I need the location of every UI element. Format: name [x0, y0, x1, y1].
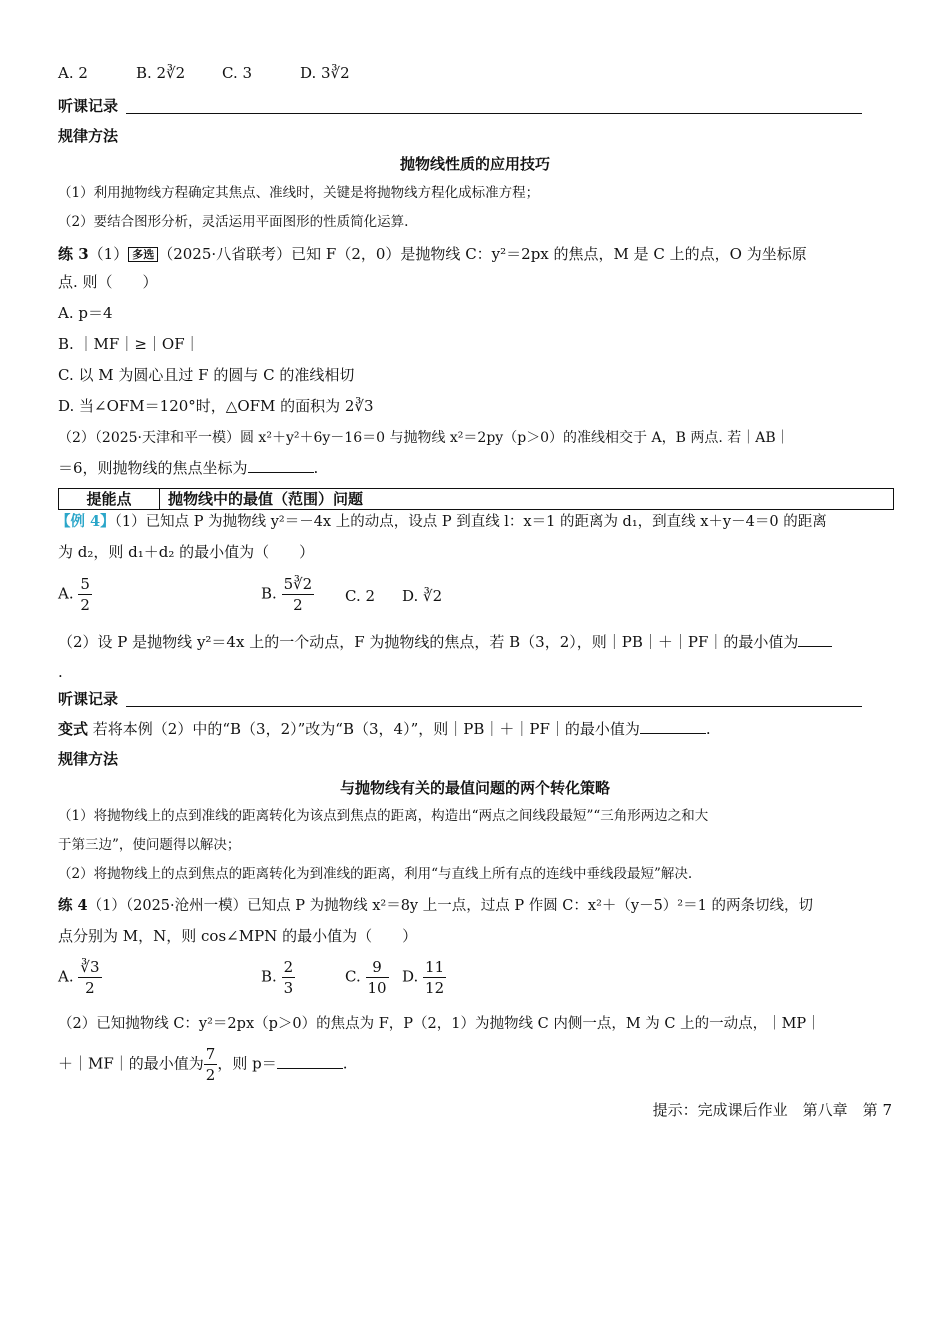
- method-point-1: （1）将抛物线上的点到准线的距离转化为该点到焦点的距离，构造出“两点之间线段最短”“三角形两边之和大: [58, 808, 709, 824]
- listen-record-label: 听课记录: [58, 97, 119, 115]
- part-label: （1）: [88, 245, 129, 263]
- question-text: （2）设 P 是抛物线 y²＝4x 上的一个动点，F 为抛物线的焦点，若 B（3，2），则｜PB｜＋｜PF｜的最小值为: [58, 633, 799, 651]
- denominator: 2: [85, 979, 95, 997]
- practice-label: 练 4: [58, 897, 88, 914]
- practice-4-part-2-line-2: [58, 1044, 347, 1085]
- question-text: ＋｜MF｜的最小值为: [58, 1054, 204, 1073]
- option-c: C. 3: [222, 64, 253, 82]
- example-4-option-c: C. 2: [345, 587, 376, 605]
- option-label: A.: [58, 967, 74, 986]
- example-4-line-1: [56, 512, 827, 532]
- practice-3-option-c: C. 以 M 为圆心且过 F 的圆与 C 的准线相切: [58, 366, 355, 384]
- period: .: [342, 1054, 348, 1073]
- fraction: [366, 957, 389, 998]
- practice-3-part-2-line-2: [58, 458, 318, 478]
- answer-blank[interactable]: [640, 719, 706, 734]
- example-4-line-2: 为 d₂，则 d₁＋d₂ 的最小值为（ ）: [58, 543, 315, 561]
- fraction: [282, 957, 296, 998]
- question-text: （2025·八省联考）已知 F（2，0）是抛物线 C：y²＝2px 的焦点，M 是 C 上的点，O 为坐标原: [158, 245, 807, 263]
- practice-4-line-2: 点分别为 M，N，则 cos∠MPN 的最小值为（ ）: [58, 927, 418, 945]
- question-text: ，则 p＝: [217, 1054, 277, 1073]
- option-label: C.: [345, 967, 361, 986]
- fraction: [78, 957, 101, 998]
- answer-blank[interactable]: [798, 632, 832, 647]
- listen-record-line[interactable]: [126, 706, 862, 707]
- denominator: 12: [425, 979, 445, 997]
- period: .: [313, 459, 319, 477]
- denominator: 10: [367, 979, 387, 997]
- listen-record-line[interactable]: [126, 113, 862, 114]
- practice-4-option-a: [58, 957, 102, 998]
- numerator: 5∛2: [283, 575, 313, 593]
- option-label: A.: [58, 584, 74, 603]
- practice-3-option-a: A. p＝4: [58, 304, 113, 322]
- variant-text: 若将本例（2）中的“B（3，2）”改为“B（3，4）”，则｜PB｜＋｜PF｜的最小值为: [92, 720, 640, 738]
- question-text: （1）已知点 P 为抛物线 y²＝－4x 上的动点，设点 P 到直线 l：x＝1 的距离为 d₁，到直线 x＋y－4＝0 的距离: [114, 514, 827, 530]
- denominator: 2: [205, 1066, 216, 1084]
- method-title: 抛物线性质的应用技巧: [399, 155, 550, 173]
- fraction: [204, 1044, 218, 1085]
- option-b: B. 2∛2: [136, 64, 186, 82]
- example-4-option-a: [58, 574, 92, 615]
- denominator: 2: [80, 596, 90, 614]
- question-text: ＝6，则抛物线的焦点坐标为: [58, 459, 248, 477]
- multi-choice-tag: 多选: [128, 247, 158, 262]
- key-point-box: [58, 488, 894, 510]
- method-title: 与抛物线有关的最值问题的两个转化策略: [339, 779, 610, 797]
- denominator: 2: [293, 596, 303, 614]
- numerator: 9: [366, 957, 389, 978]
- method-point-1: （1）利用抛物线方程确定其焦点、准线时，关键是将抛物线方程化成标准方程；: [58, 185, 540, 201]
- method-point-1-cont: 于第三边”，使问题得以解决；: [58, 837, 241, 853]
- practice-4-line-1: [58, 896, 813, 916]
- option-d: D. 3∛2: [300, 64, 350, 82]
- variant-label: 变式: [58, 720, 89, 738]
- numerator: 2: [283, 958, 294, 976]
- example-4-part-2: [58, 632, 832, 652]
- question-text: （1）（2025·沧州一模）已知点 P 为抛物线 x²＝8y 上一点，过点 P 作圆 C：x²＋（y－5）²＝1 的两条切线，切: [87, 898, 813, 914]
- denominator: 3: [283, 979, 294, 997]
- answer-blank[interactable]: [248, 458, 314, 473]
- practice-4-option-c: [345, 957, 389, 998]
- practice-3-line-2: 点. 则（ ）: [58, 273, 158, 291]
- method-label: 规律方法: [58, 127, 119, 145]
- fraction: [282, 574, 315, 615]
- example-4-option-d: D. ∛2: [402, 587, 443, 605]
- fraction: [78, 574, 92, 615]
- numerator: 11: [425, 958, 445, 976]
- practice-3-line-1: [58, 244, 807, 264]
- fraction: [423, 957, 446, 998]
- option-label: B.: [261, 584, 277, 603]
- listen-record-label: 听课记录: [58, 690, 119, 708]
- key-point-title: 抛物线中的最值（范围）问题: [160, 489, 894, 510]
- practice-4-option-b: [261, 957, 295, 998]
- example-tag: 【例 4】: [56, 513, 115, 530]
- practice-label: 练 3: [58, 245, 89, 263]
- practice-3-option-d: D. 当∠OFM＝120°时，△OFM 的面积为 2∛3: [58, 397, 374, 415]
- option-label: B.: [261, 967, 277, 986]
- period: .: [58, 663, 63, 681]
- method-label: 规律方法: [58, 750, 119, 768]
- numerator: 7: [205, 1045, 216, 1063]
- practice-3-part-2-line-1: （2）（2025·天津和平一模）圆 x²＋y²＋6y－16＝0 与抛物线 x²＝2py（p＞0）的准线相交于 A，B 两点. 若｜AB｜: [58, 430, 790, 446]
- numerator: 5: [80, 575, 90, 593]
- practice-3-option-b: B. ｜MF｜≥｜OF｜: [58, 335, 200, 353]
- example-4-option-b: [261, 574, 314, 615]
- method-point-2: （2）要结合图形分析，灵活运用平面图形的性质简化运算.: [58, 214, 409, 230]
- variant-line: [58, 719, 711, 739]
- period: .: [705, 720, 711, 738]
- footer-hint: 提示：完成课后作业 第八章 第 7: [652, 1101, 892, 1119]
- option-label: D.: [402, 967, 419, 986]
- numerator: ∛3: [80, 958, 100, 976]
- key-point-label: 提能点: [59, 489, 160, 510]
- option-a: A. 2: [58, 64, 88, 82]
- practice-4-option-d: [402, 957, 446, 998]
- answer-blank[interactable]: [277, 1054, 343, 1069]
- method-point-2: （2）将抛物线上的点到焦点的距离转化为到准线的距离，利用“与直线上所有点的连线中垂线段最短”解决.: [58, 866, 693, 882]
- practice-4-part-2-line-1: （2）已知抛物线 C：y²＝2px（p＞0）的焦点为 F，P（2，1）为抛物线 C 内侧一点，M 为 C 上的一动点，｜MP｜: [58, 1016, 821, 1032]
